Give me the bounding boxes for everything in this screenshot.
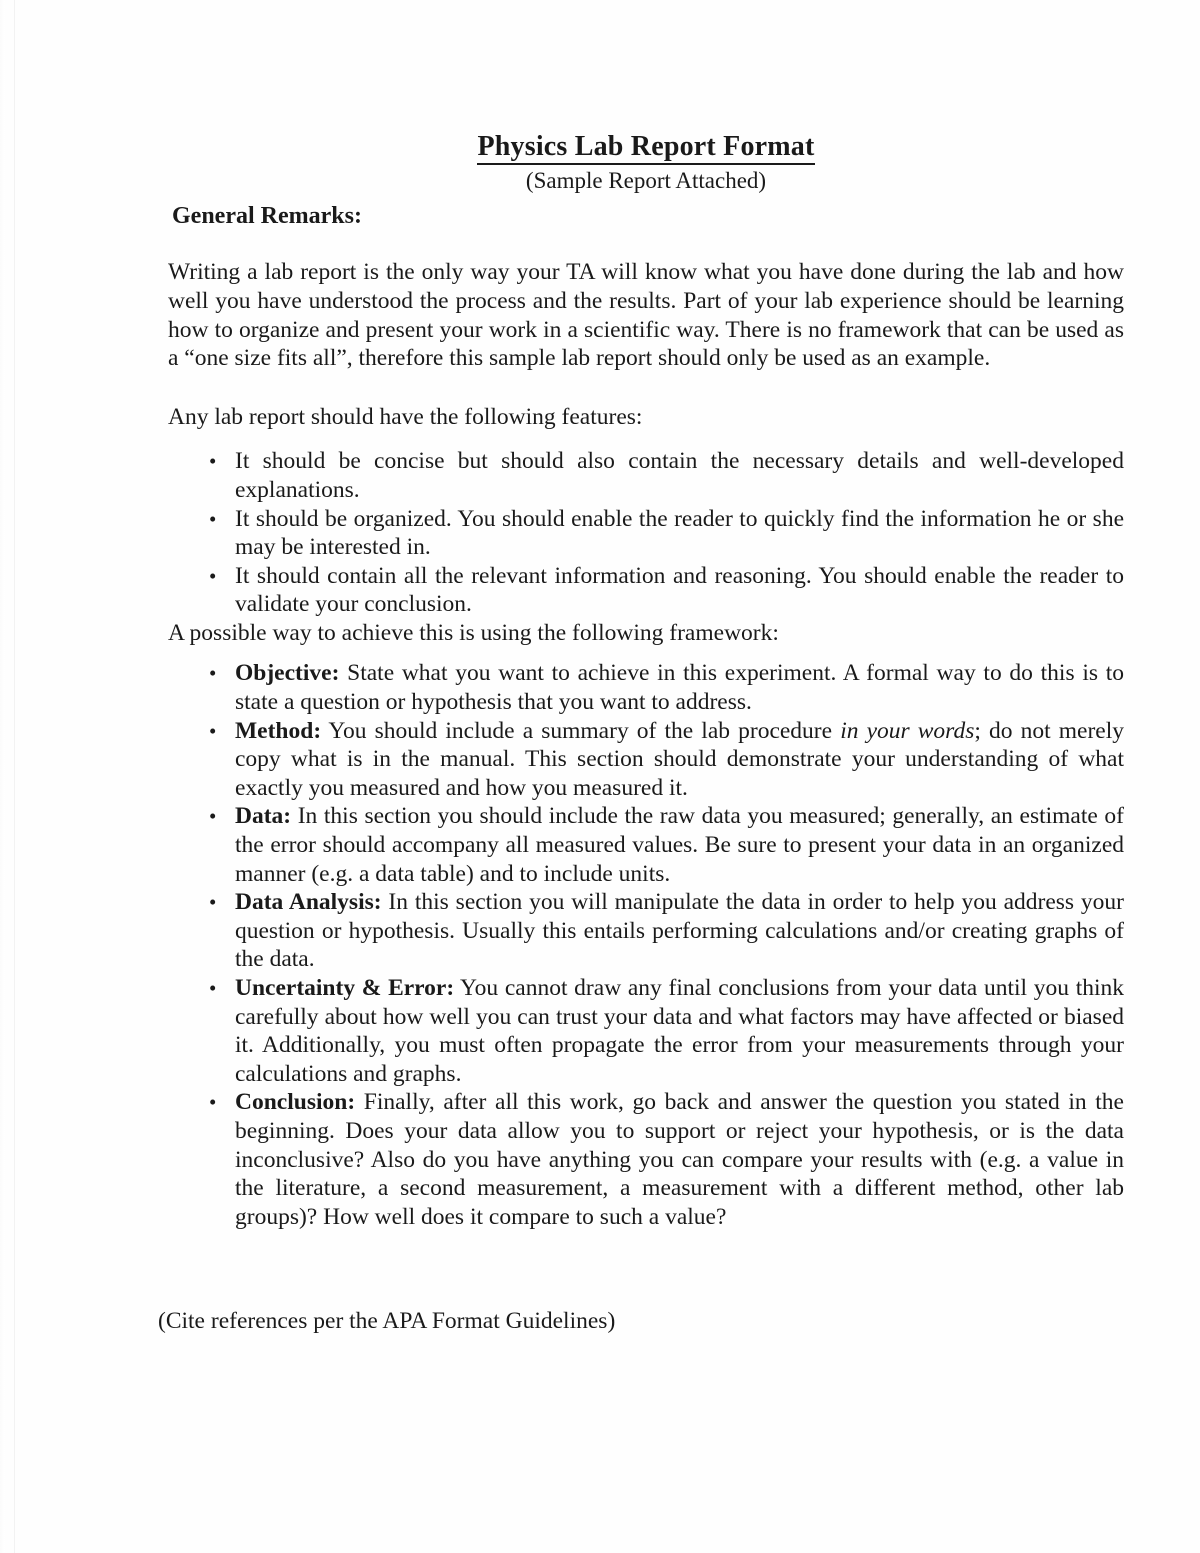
section-heading-general-remarks: General Remarks: bbox=[172, 202, 362, 229]
bullet-icon: • bbox=[209, 449, 217, 474]
list-item-text: You should include a summary of the lab procedure bbox=[321, 717, 841, 744]
list-item-text: It should be concise but should also contain the necessary details and well-developed explanations. bbox=[235, 448, 1124, 503]
list-item-term: Data: bbox=[235, 803, 292, 830]
page-title-text: Physics Lab Report Format bbox=[477, 131, 814, 165]
features-list bbox=[168, 447, 1124, 619]
list-item-text: In this section you will manipulate the data in order to help you address your question or hypothesis. Usually this entails performing calculations and/or creating graphs of the data. bbox=[235, 889, 1124, 973]
features-lead-in: Any lab report should have the following features: bbox=[168, 403, 643, 430]
bullet-icon: • bbox=[209, 506, 217, 531]
bullet-icon: • bbox=[209, 661, 217, 686]
list-item-emphasis: in your words bbox=[840, 717, 975, 744]
list-item bbox=[168, 717, 1124, 803]
scan-edge-artifact-left-line bbox=[14, 0, 15, 1553]
list-item-term: Data Analysis: bbox=[235, 889, 382, 916]
list-item-text: It should contain all the relevant information and reasoning. You should enable the reader to validate your conclusion. bbox=[235, 562, 1124, 618]
list-item bbox=[168, 562, 1124, 619]
bullet-icon: • bbox=[209, 563, 217, 588]
list-item-text: You cannot draw any final conclusions from your data until you think carefully about how well you can trust your data and what factors may have affected or biased it. Additionally, you must often propagate the error from your measurements through your calculations and graphs. bbox=[235, 975, 1124, 1087]
list-item bbox=[168, 974, 1124, 1088]
list-item-text: Finally, after all this work, go back and answer the question you stated in the beginning. Does your data allow you to support or reject your hypothesis, or is the data inconclusive? Also do you have anything you can compare your results with (e.g. a value in the literature, a second measurement, a measurement with a different method, other lab groups)? How well does it compare to such a value? bbox=[235, 1089, 1124, 1230]
list-item bbox=[168, 659, 1124, 716]
bullet-icon: • bbox=[209, 890, 217, 915]
list-item bbox=[168, 505, 1124, 562]
list-item-term: Method: bbox=[235, 717, 322, 744]
list-item bbox=[168, 888, 1124, 974]
list-item bbox=[168, 447, 1124, 504]
list-item-term: Objective: bbox=[235, 660, 340, 687]
bullet-icon: • bbox=[209, 1090, 217, 1115]
list-item-term: Uncertainty & Error: bbox=[235, 975, 455, 1001]
closing-note: (Cite references per the APA Format Guidelines) bbox=[158, 1308, 616, 1335]
list-item bbox=[168, 1088, 1124, 1231]
page-title bbox=[168, 132, 1124, 163]
list-item-text: State what you want to achieve in this experiment. A formal way to do this is to state a question or hypothesis that you want to address. bbox=[235, 660, 1124, 716]
framework-list bbox=[168, 659, 1124, 1231]
bullet-icon: • bbox=[209, 718, 217, 743]
list-item-text-tail: ; do not merely copy what is in the manual. This section should demonstrate your understanding of what exactly you measured and how you measured it. bbox=[235, 717, 1124, 801]
document-content bbox=[158, 131, 1124, 1336]
intro-paragraph: Writing a lab report is the only way your TA will know what you have done during the lab and how well you have understood the process and the results. Part of your lab experience should be learning how to organize and present your work in a scientific way. There is no framework that can be used as a “one size fits all”, therefore this sample lab report should only be used as an example. bbox=[168, 259, 1124, 372]
list-item-text: It should be organized. You should enable the reader to quickly find the information he or she may be interested in. bbox=[235, 505, 1124, 561]
bullet-icon: • bbox=[209, 976, 217, 1000]
bullet-icon: • bbox=[209, 804, 217, 829]
list-item-text: In this section you should include the raw data you measured; generally, an estimate of the error should accompany all measured values. Be sure to present your data in an organized manner (e.g. a data table) and to include units. bbox=[235, 803, 1124, 887]
framework-lead-in: A possible way to achieve this is using the following framework: bbox=[168, 619, 779, 646]
scan-edge-artifact-left-gradient bbox=[0, 0, 5, 1553]
page-subtitle: (Sample Report Attached) bbox=[525, 167, 767, 193]
list-item bbox=[168, 802, 1124, 888]
list-item-term: Conclusion: bbox=[235, 1089, 356, 1116]
